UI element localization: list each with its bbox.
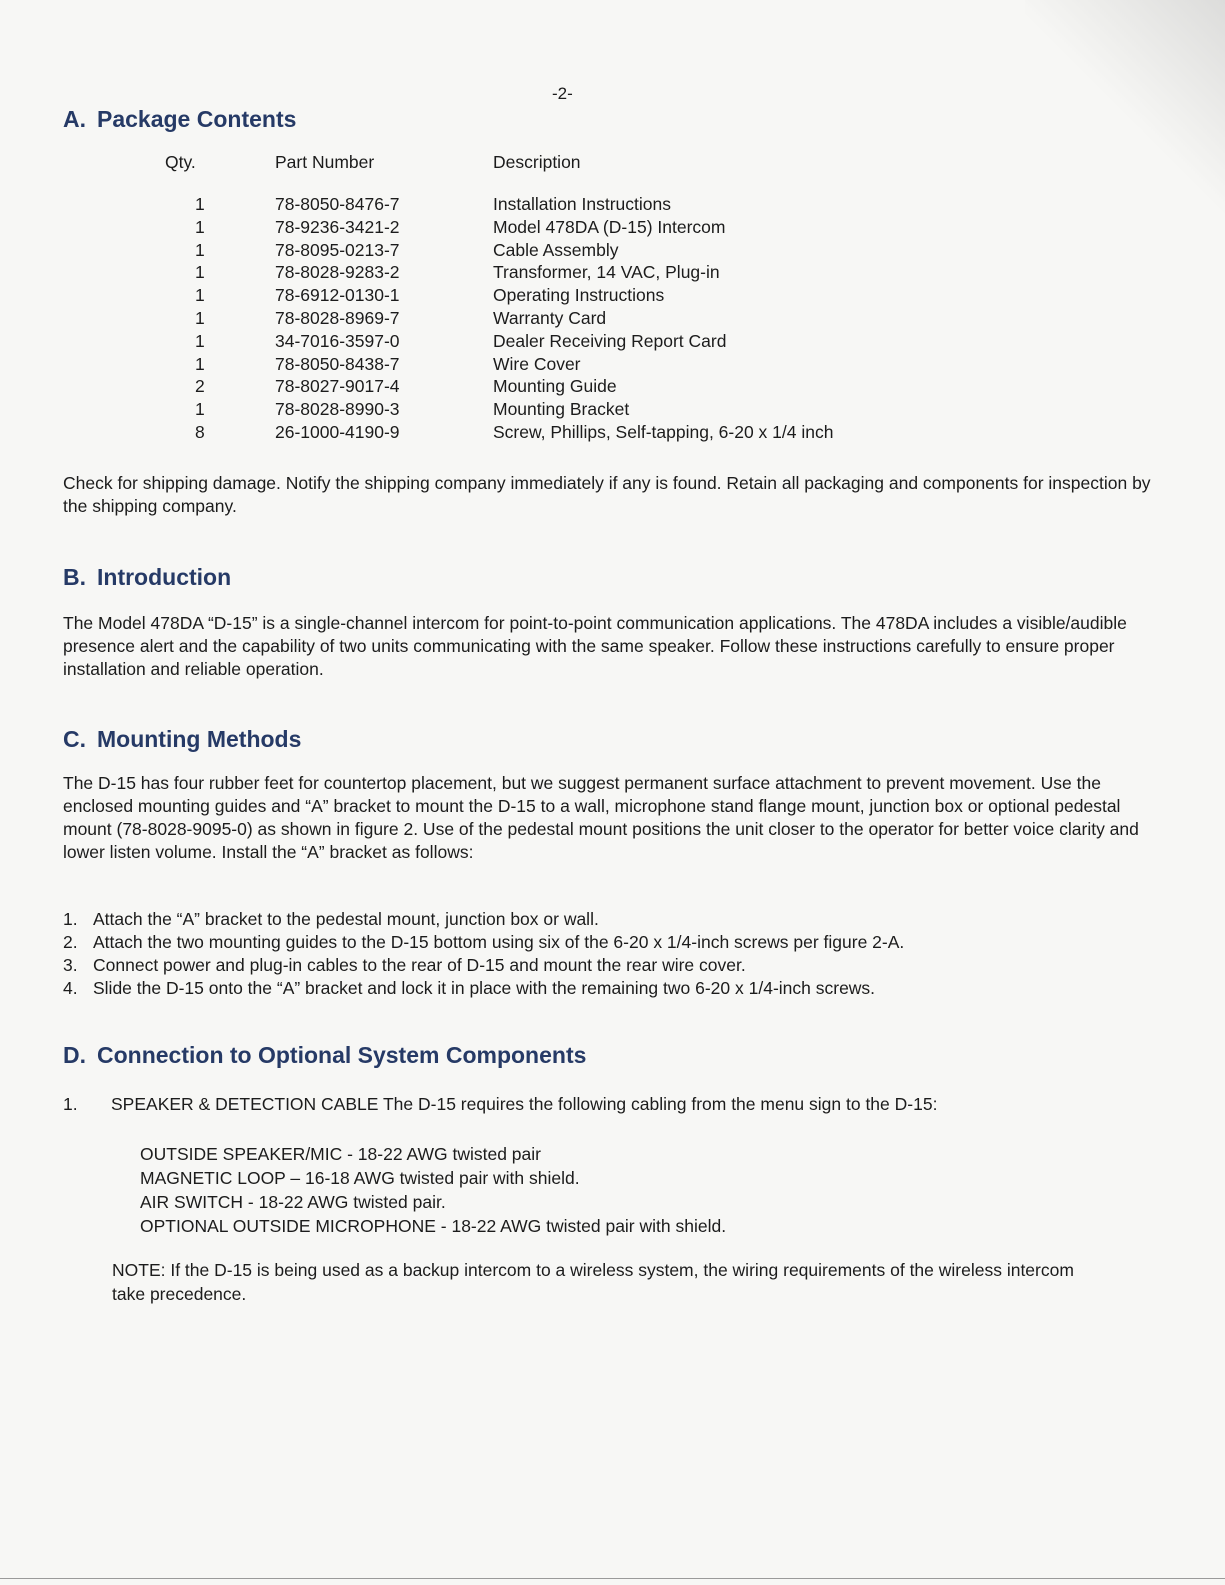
qty-cell: 1	[195, 285, 205, 306]
step-number: 3.	[63, 955, 78, 975]
step-text: Attach the two mounting guides to the D-15 bottom using six of the 6-20 x 1/4-inch screws per figure 2-A.	[93, 932, 905, 952]
description-cell: Wire Cover	[493, 353, 581, 374]
step-text: Attach the “A” bracket to the pedestal mount, junction box or wall.	[93, 909, 599, 929]
description-cell: Cable Assembly	[493, 239, 619, 260]
mounting-paragraph: The D-15 has four rubber feet for countertop placement, but we suggest permanent surface attachment to prevent movement. Use the enclosed mounting guides and “A” bracket to mount the D-15 to a wall, microphone stand flange mount, junction box or optional pedestal mount (78-8028-9095-0) as shown in figure 2. Use of the pedestal mount positions the unit closer to the operator for better voice clarity and lower listen volume. Install the “A” bracket as follows:	[63, 773, 1139, 862]
description-cell: Warranty Card	[493, 307, 607, 328]
qty-cell: 1	[195, 399, 205, 420]
table-row	[165, 421, 833, 444]
table-row	[165, 330, 833, 353]
table-row	[165, 353, 833, 376]
description-cell: Model 478DA (D-15) Intercom	[493, 216, 726, 237]
step-text: Connect power and plug-in cables to the rear of D-15 and mount the rear wire cover.	[93, 955, 746, 975]
shipping-damage-note: Check for shipping damage. Notify the shipping company immediately if any is found. Retain all packaging and components for inspection by the shipping company.	[63, 473, 1151, 516]
qty-cell: 8	[195, 421, 205, 442]
introduction-paragraph: The Model 478DA “D-15” is a single-channel intercom for point-to-point communication applications. The 478DA includes a visible/audible presence alert and the capability of two units communicating with the same speaker. Follow these instructions carefully to ensure proper installation and reliable operation.	[63, 613, 1127, 679]
section-b-letter: B.	[63, 564, 86, 590]
list-item	[63, 977, 904, 1000]
qty-cell: 1	[195, 194, 205, 214]
table-row	[165, 284, 833, 307]
part-number-cell: 78-8028-8990-3	[275, 399, 400, 420]
part-number-cell: 78-8027-9017-4	[275, 376, 400, 397]
part-number-cell: 34-7016-3597-0	[275, 330, 400, 351]
list-item: AIR SWITCH - 18-22 AWG twisted pair.	[140, 1192, 446, 1212]
wireless-note: NOTE: If the D-15 is being used as a backup intercom to a wireless system, the wiring requirements of the wireless intercom take precedence.	[112, 1260, 1074, 1304]
description-cell: Operating Instructions	[493, 285, 665, 306]
section-a-heading	[63, 106, 296, 133]
section-c-letter: C.	[63, 726, 86, 752]
list-item: MAGNETIC LOOP – 16-18 AWG twisted pair with shield.	[140, 1168, 580, 1188]
qty-cell: 1	[195, 307, 205, 328]
table-row	[165, 239, 833, 262]
column-header-part-number: Part Number	[275, 152, 375, 172]
part-number-cell: 78-8028-9283-2	[275, 262, 400, 283]
list-item	[63, 954, 904, 977]
column-header-qty: Qty.	[165, 152, 196, 172]
table-row	[165, 398, 833, 421]
qty-cell: 1	[195, 353, 205, 374]
description-cell: Transformer, 14 VAC, Plug-in	[493, 262, 720, 283]
part-number-cell: 78-8028-8969-7	[275, 307, 400, 328]
list-item: OUTSIDE SPEAKER/MIC - 18-22 AWG twisted pair	[140, 1144, 541, 1164]
description-cell: Mounting Guide	[493, 376, 617, 397]
section-d-heading	[63, 1042, 586, 1069]
scan-edge-line	[0, 1578, 1225, 1579]
table-row	[165, 261, 833, 284]
section-d-title: Connection to Optional System Components	[97, 1042, 587, 1068]
description-cell: Mounting Bracket	[493, 399, 630, 420]
qty-cell: 1	[195, 216, 205, 237]
table-row	[165, 193, 833, 216]
part-number-cell: 78-8095-0213-7	[275, 239, 400, 260]
column-header-description: Description	[493, 152, 581, 172]
step-number: 2.	[63, 932, 78, 952]
description-cell: Installation Instructions	[493, 194, 672, 214]
qty-cell: 2	[195, 376, 205, 397]
part-number-cell: 78-8050-8438-7	[275, 353, 400, 374]
part-number-cell: 78-8050-8476-7	[275, 194, 400, 214]
qty-cell: 1	[195, 239, 205, 260]
qty-cell: 1	[195, 330, 205, 351]
table-row	[165, 216, 833, 239]
section-b-heading	[63, 564, 231, 591]
cable-requirement-item	[63, 1094, 937, 1115]
page-fold-shadow	[1025, 0, 1225, 280]
item-number: 1.	[63, 1094, 78, 1114]
section-c-heading	[63, 726, 301, 753]
part-number-cell: 26-1000-4190-9	[275, 421, 400, 442]
section-d-letter: D.	[63, 1042, 86, 1068]
step-text: Slide the D-15 onto the “A” bracket and lock it in place with the remaining two 6-20 x 1/4-inch screws.	[93, 978, 876, 998]
cable-list	[140, 1142, 726, 1238]
table-header-row	[165, 152, 833, 193]
part-number-cell: 78-6912-0130-1	[275, 285, 400, 306]
page-number: -2-	[552, 84, 573, 103]
package-contents-table	[165, 152, 833, 444]
qty-cell: 1	[195, 262, 205, 283]
description-cell: Screw, Phillips, Self-tapping, 6-20 x 1/4 inch	[493, 421, 834, 442]
part-number-cell: 78-9236-3421-2	[275, 216, 400, 237]
table-row	[165, 375, 833, 398]
list-item	[63, 908, 904, 931]
step-number: 4.	[63, 978, 78, 998]
section-b-title: Introduction	[97, 564, 232, 590]
section-a-title: Package Contents	[97, 106, 297, 132]
list-item: OPTIONAL OUTSIDE MICROPHONE - 18-22 AWG twisted pair with shield.	[140, 1216, 727, 1236]
section-c-title: Mounting Methods	[97, 726, 302, 752]
step-number: 1.	[63, 909, 78, 929]
description-cell: Dealer Receiving Report Card	[493, 330, 727, 351]
section-a-letter: A.	[63, 106, 86, 132]
item-text: SPEAKER & DETECTION CABLE The D-15 requires the following cabling from the menu sign to the D-15:	[111, 1094, 938, 1114]
table-row	[165, 307, 833, 330]
list-item	[63, 931, 904, 954]
mounting-steps-list	[63, 908, 904, 1000]
